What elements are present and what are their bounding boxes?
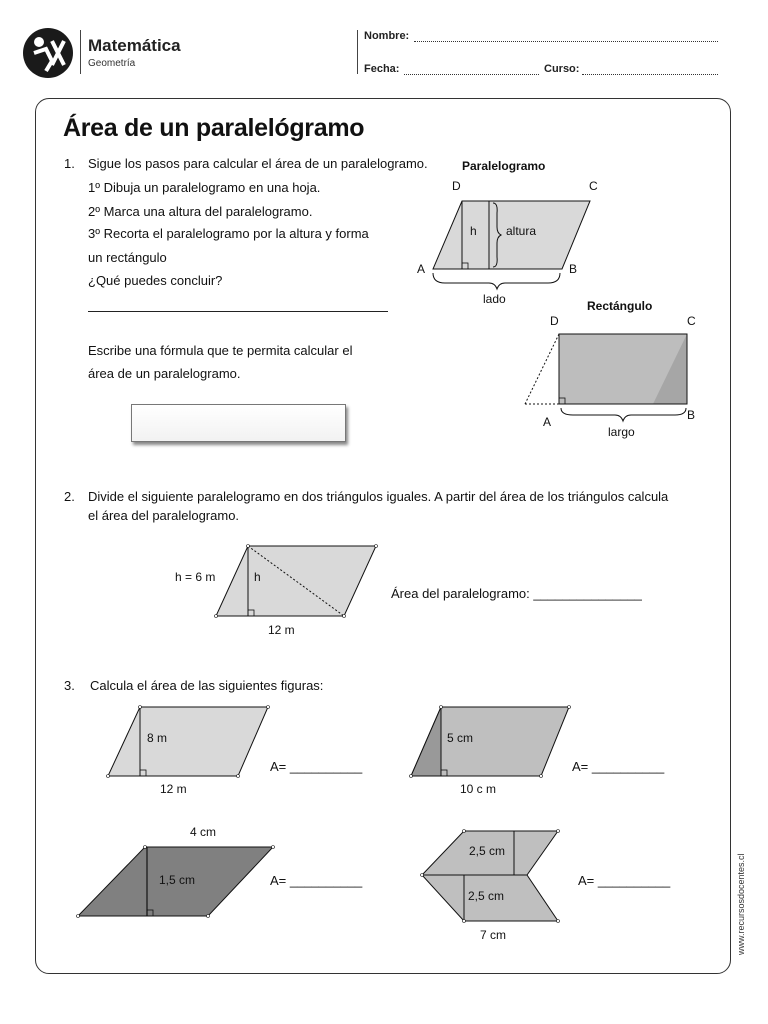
side-url-text: www.recursosdocentes.cl (736, 853, 746, 955)
q3b-height: 5 cm (447, 731, 474, 745)
q3d-base: 7 cm (480, 928, 507, 942)
q1-line: ¿Qué puedes concluir? (88, 273, 223, 288)
fig1-vertex-c: C (589, 179, 598, 193)
q3b-base: 10 c m (460, 782, 497, 796)
subject-title: Matemática (88, 36, 181, 55)
q2-number: 2. (64, 489, 75, 504)
q1-line: 3º Recorta el paralelogramo por la altura y forma (88, 226, 369, 241)
q3c-top: 4 cm (190, 825, 217, 839)
course-field[interactable] (582, 74, 718, 75)
header-divider (80, 30, 81, 74)
q3b-answer[interactable]: A= __________ (572, 759, 665, 774)
q3c-answer[interactable]: A= __________ (270, 873, 363, 888)
q1-line: 1º Dibuja un paralelogramo en una hoja. (88, 180, 321, 195)
date-field[interactable] (404, 74, 539, 75)
q2-line: Divide el siguiente paralelogramo en dos triángulos iguales. A partir del área de los triángulos calcula (88, 489, 669, 504)
q3c-height: 1,5 cm (159, 873, 196, 887)
q3a-answer[interactable]: A= __________ (270, 759, 363, 774)
logo-icon (22, 27, 74, 79)
course-label: Curso: (544, 63, 580, 75)
page-title: Área de un paralelógramo (63, 114, 365, 142)
q3-text: Calcula el área de las siguientes figuras: (90, 678, 324, 693)
q1-line: Sigue los pasos para calcular el área de un paralelogramo. (88, 156, 428, 171)
formula-prompt: Escribe una fórmula que te permita calcular el (88, 343, 353, 358)
q2-height-value: h = 6 m (175, 570, 216, 584)
formula-answer-box[interactable] (131, 404, 346, 442)
q1-line: 2º Marca una altura del paralelogramo. (88, 204, 313, 219)
q3d-height-bottom: 2,5 cm (468, 889, 505, 903)
fig2-vertex-b: B (687, 408, 696, 422)
name-label: Nombre: (364, 30, 410, 42)
date-label: Fecha: (364, 63, 400, 75)
q2-parallelogram-figure (210, 540, 385, 625)
fig1-altura-label: altura (506, 224, 537, 238)
header-divider-2 (357, 30, 358, 74)
q1-line: un rectángulo (88, 250, 167, 265)
q3-figure-a (102, 700, 277, 782)
fig1-vertex-b: B (569, 262, 578, 276)
fig1-lado-label: lado (483, 292, 506, 306)
q3-figure-b (405, 700, 580, 782)
fig1-h-label: h (470, 224, 477, 238)
fig2-title: Rectángulo (587, 299, 653, 313)
q1-number: 1. (64, 156, 75, 171)
q2-h-label: h (254, 570, 261, 584)
fig1-title: Paralelogramo (462, 159, 546, 173)
conclusion-answer-line[interactable] (88, 311, 388, 312)
q3d-height-top: 2,5 cm (469, 844, 506, 858)
q3-figure-d (418, 825, 568, 925)
parallelogram-figure (405, 155, 605, 315)
side-url (722, 830, 762, 960)
q2-area-answer[interactable]: Área del paralelogramo: _______________ (391, 586, 642, 601)
fig1-vertex-d: D (452, 179, 461, 193)
q3-number: 3. (64, 678, 75, 693)
q3a-height: 8 m (147, 731, 168, 745)
formula-prompt: área de un paralelogramo. (88, 366, 241, 381)
fig2-largo-label: largo (608, 425, 635, 439)
q3a-base: 12 m (160, 782, 187, 796)
fig1-vertex-a: A (417, 262, 426, 276)
q3d-answer[interactable]: A= __________ (578, 873, 671, 888)
fig2-vertex-d: D (550, 314, 559, 328)
fig2-vertex-c: C (687, 314, 696, 328)
q2-base-label: 12 m (268, 623, 295, 637)
fig2-vertex-a: A (543, 415, 552, 429)
name-field[interactable] (414, 41, 718, 42)
q2-line: el área del paralelogramo. (88, 508, 240, 523)
subject-branch: Geometría (88, 58, 136, 69)
